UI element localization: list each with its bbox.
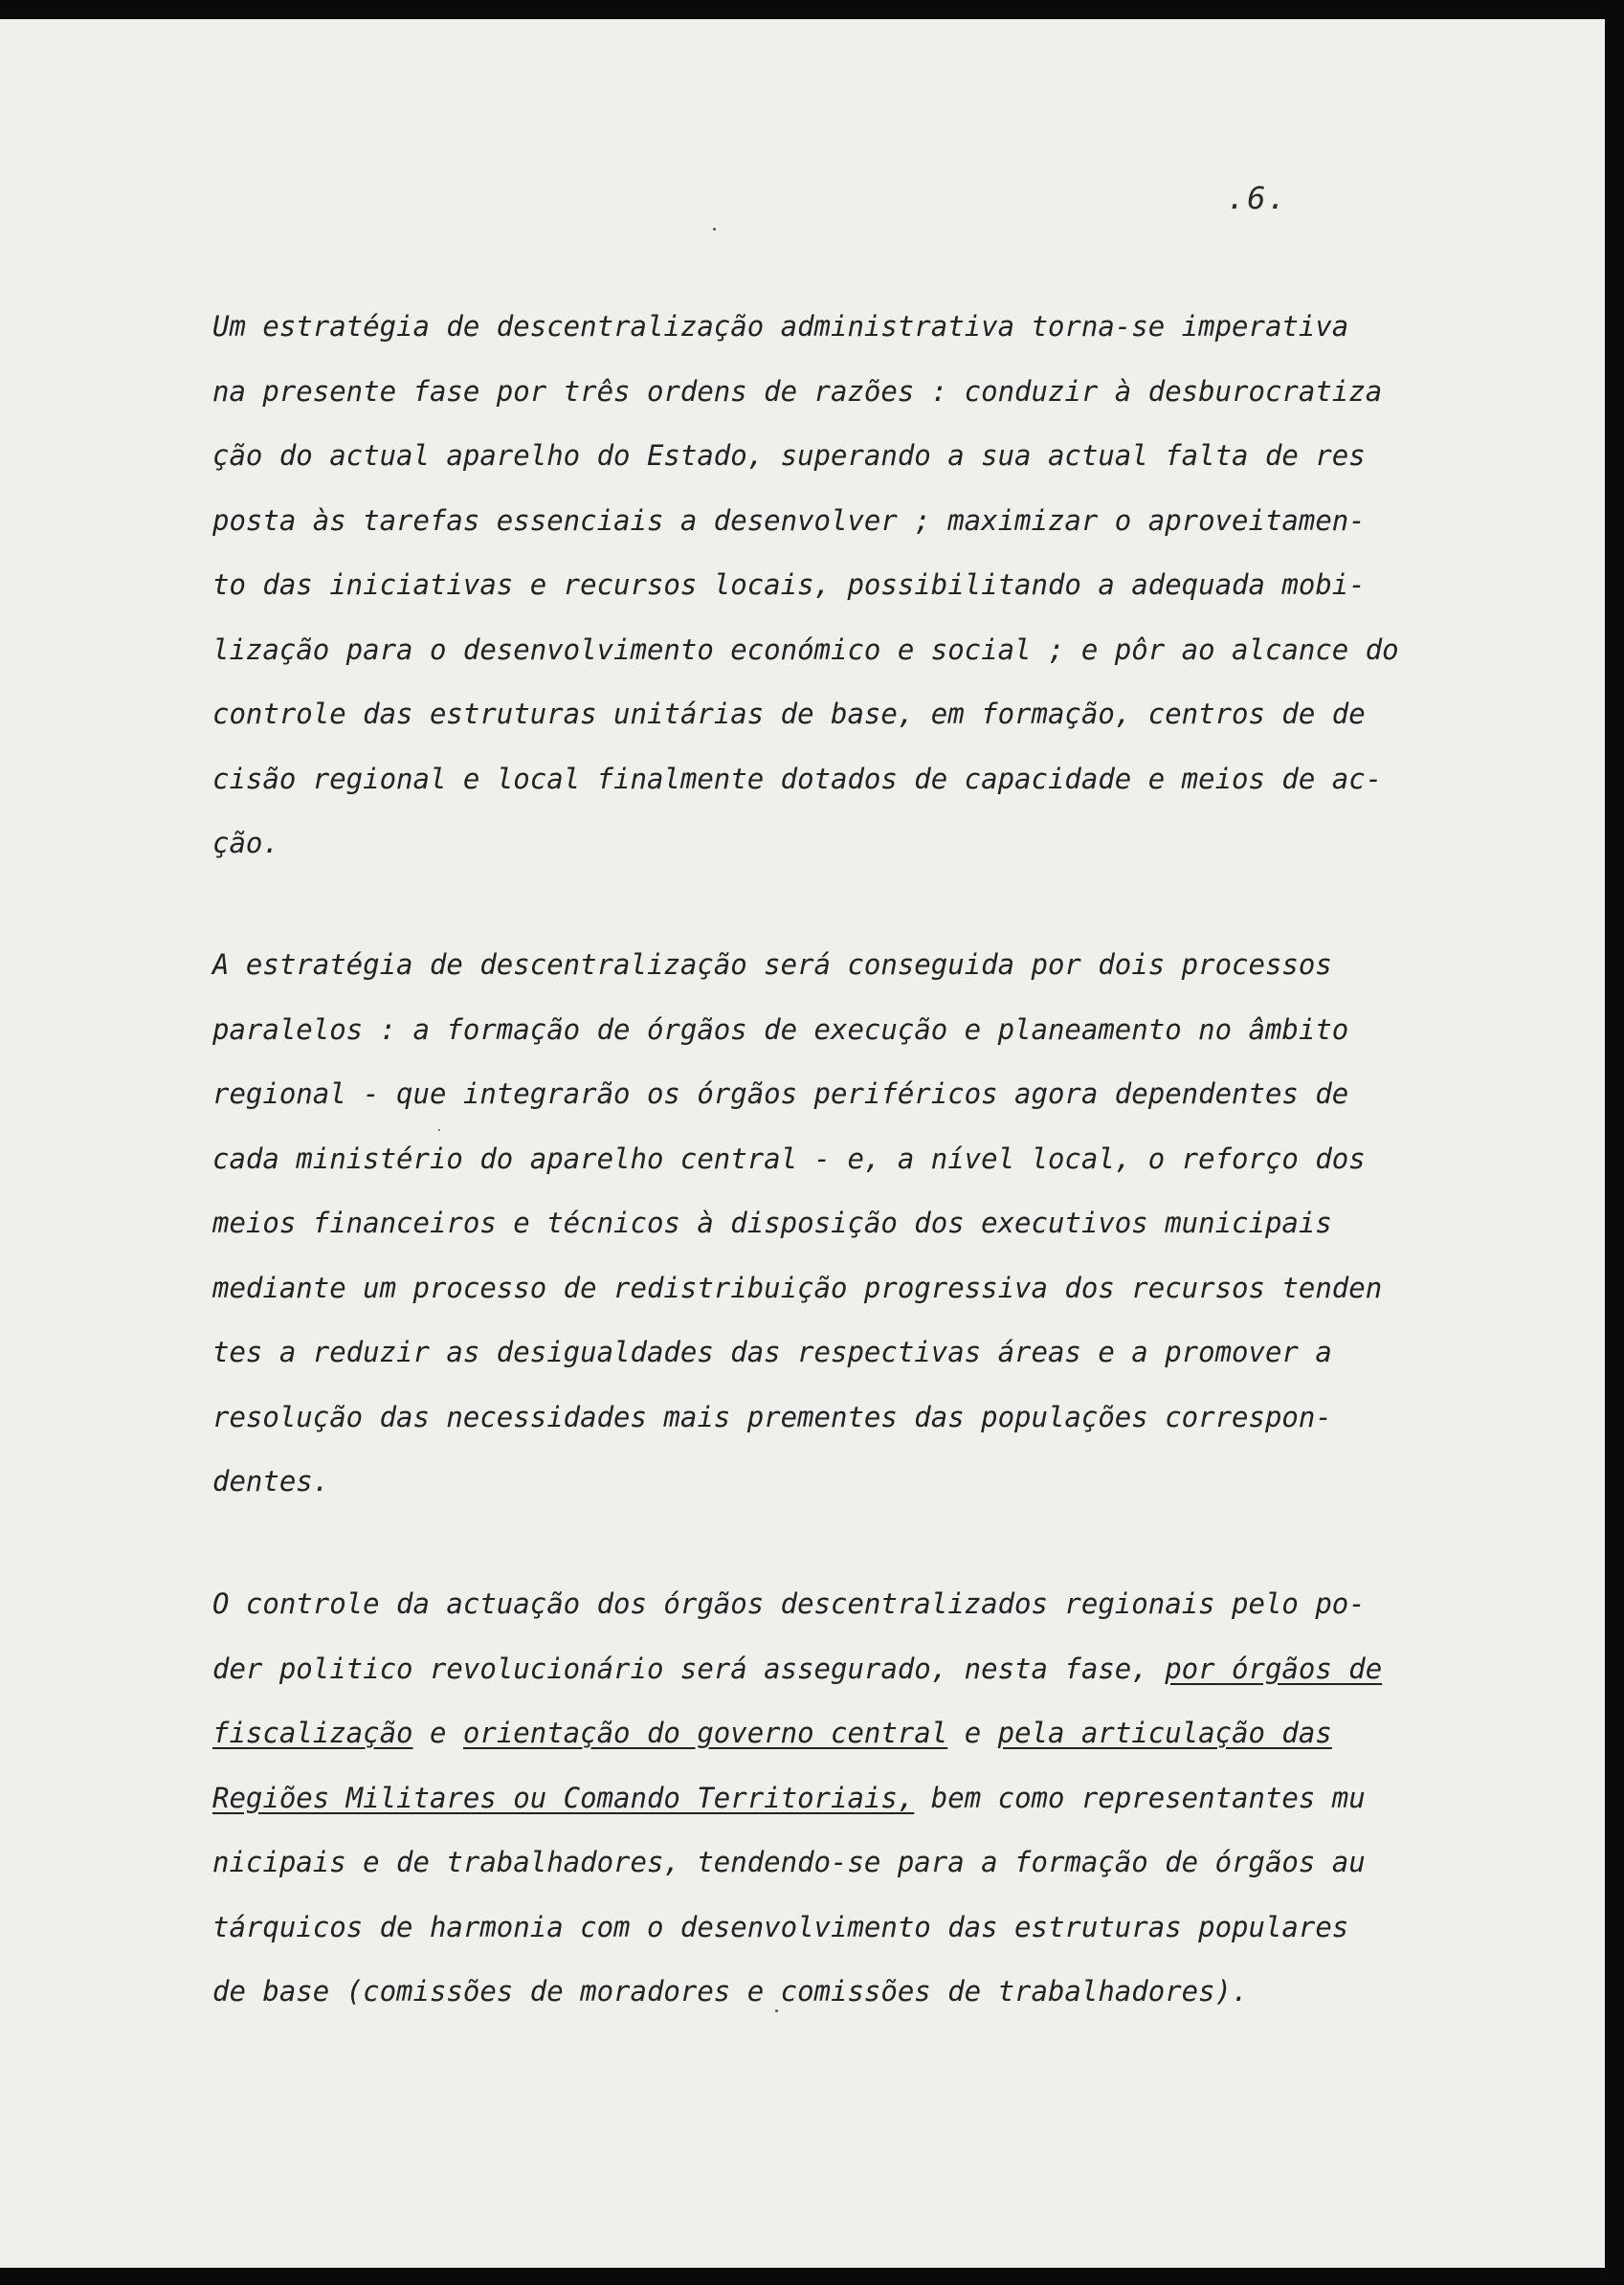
underlined-text: fiscalização <box>212 1717 413 1749</box>
text-line <box>212 1191 1571 1256</box>
text-line <box>212 1896 1571 1961</box>
text-segment: tárquicos de harmonia com o desenvolvimento das estruturas populares <box>212 1910 1349 1943</box>
text-segment: meios financeiros e técnicos à disposição dos executivos municipais <box>212 1207 1332 1239</box>
underlined-text: por órgãos de <box>1165 1652 1383 1685</box>
paper-speck <box>713 228 716 231</box>
text-segment: paralelos : a formação de órgãos de execução e planeamento no âmbito <box>212 1012 1349 1046</box>
text-line <box>212 682 1571 747</box>
page-number: .6. <box>1227 180 1288 216</box>
text-segment: regional - que integrarão os órgãos periféricos agora dependentes de <box>212 1077 1349 1110</box>
text-segment: O controle da actuação dos órgãos descentralizados regionais pelo po- <box>212 1587 1366 1620</box>
text-line <box>212 1766 1571 1831</box>
text-segment: Um estratégia de descentralização administrativa torna-se imperativa <box>212 310 1349 343</box>
text-line <box>212 1450 1571 1515</box>
text-segment: nicipais e de trabalhadores, tendendo-se para a formação de órgãos au <box>212 1846 1366 1878</box>
text-segment: ção do actual aparelho do Estado, superando a sua actual falta de res <box>212 439 1366 472</box>
text-segment: e <box>412 1717 463 1749</box>
underlined-text: Regiões Militares ou Comando Territoriais, <box>212 1781 915 1814</box>
text-line <box>212 811 1571 876</box>
text-segment: na presente fase por três ordens de razões : conduzir à desburocratiza <box>212 374 1383 408</box>
text-segment: lização para o desenvolvimento económico e social ; e pôr ao alcance do <box>212 632 1399 666</box>
text-line <box>212 1320 1571 1386</box>
text-segment: posta às tarefas essenciais a desenvolver ; maximizar o aproveitamen- <box>212 503 1366 537</box>
text-line <box>212 1127 1571 1192</box>
text-segment: tes a reduzir as desigualdades das respectivas áreas e a promover a <box>212 1336 1332 1368</box>
paragraph-1 <box>212 295 1571 876</box>
text-segment: dentes. <box>212 1465 330 1497</box>
text-line <box>212 489 1571 554</box>
text-line <box>212 1637 1571 1702</box>
paper-speck <box>438 1129 440 1131</box>
text-line <box>212 1830 1571 1896</box>
text-line <box>212 933 1571 998</box>
paragraph-3 <box>212 1572 1571 2025</box>
text-line <box>212 295 1571 360</box>
text-segment: de base (comissões de moradores e comissões de trabalhadores). <box>212 1975 1249 2008</box>
text-line <box>212 1572 1571 1637</box>
text-segment: to das iniciativas e recursos locais, possibilitando a adequada mobi- <box>212 568 1366 601</box>
text-line <box>212 360 1571 425</box>
text-line <box>212 1701 1571 1766</box>
paragraph-2 <box>212 933 1571 1515</box>
text-segment: A estratégia de descentralização será conseguida por dois processos <box>212 948 1332 981</box>
document-page <box>0 19 1605 2268</box>
underlined-text: orientação do governo central <box>462 1717 948 1749</box>
text-line <box>212 1960 1571 2025</box>
text-segment: e <box>947 1717 998 1749</box>
text-line <box>212 424 1571 489</box>
text-line <box>212 1256 1571 1321</box>
text-line <box>212 747 1571 812</box>
text-line <box>212 998 1571 1063</box>
text-segment: bem como representantes mu <box>914 1781 1366 1814</box>
text-line <box>212 618 1571 683</box>
text-line <box>212 1386 1571 1451</box>
text-segment: ção. <box>212 827 279 859</box>
text-segment: der politico revolucionário será assegurado, nesta fase, <box>212 1652 1166 1685</box>
text-segment: controle das estruturas unitárias de base, em formação, centros de de <box>212 698 1366 730</box>
text-segment: resolução das necessidades mais prementes das populações correspon- <box>212 1400 1332 1433</box>
text-segment: mediante um processo de redistribuição progressiva dos recursos tenden <box>212 1271 1383 1304</box>
text-line <box>212 1062 1571 1127</box>
paper-speck <box>775 2009 778 2012</box>
underlined-text: pela articulação das <box>997 1717 1332 1749</box>
text-segment: cisão regional e local finalmente dotados de capacidade e meios de ac- <box>212 762 1383 795</box>
text-line <box>212 553 1571 618</box>
text-segment: cada ministério do aparelho central - e, a nível local, o reforço dos <box>212 1142 1366 1175</box>
